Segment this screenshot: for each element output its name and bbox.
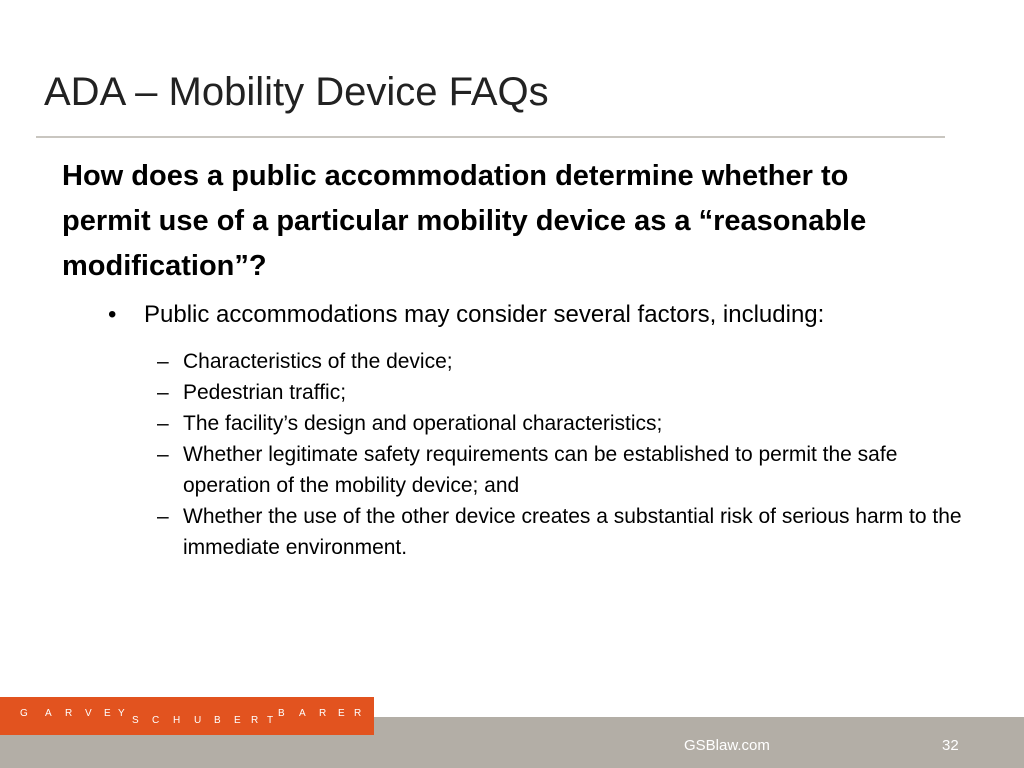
svg-text:V: V [85, 708, 92, 719]
sub-bullet-text: The facility’s design and operational characteristics; [183, 412, 663, 435]
svg-text:E: E [234, 715, 241, 726]
svg-text:T: T [267, 715, 274, 726]
svg-text:E: E [104, 708, 111, 719]
svg-text:U: U [194, 715, 202, 726]
dash-marker: – [157, 381, 169, 404]
sub-bullet-list [155, 346, 975, 563]
page-number: 32 [942, 737, 959, 754]
sub-bullet-text: Characteristics of the device; [183, 350, 453, 373]
svg-text:H: H [173, 715, 181, 726]
svg-text:R: R [251, 715, 259, 726]
svg-text:G: G [20, 708, 28, 719]
svg-text:B: B [278, 708, 285, 719]
svg-text:R: R [354, 708, 362, 719]
bullet-item [108, 300, 988, 330]
dash-marker: – [157, 412, 169, 435]
sub-bullet-text: Whether legitimate safety requirements can be established to permit the safe operation of the mobility device; and [183, 443, 898, 497]
dash-marker: – [157, 350, 169, 373]
svg-text:R: R [65, 708, 73, 719]
sub-bullet-item [155, 439, 975, 501]
title-divider [36, 136, 945, 138]
sub-bullet-text: Whether the use of the other device creates a substantial risk of serious harm to the immediate environment. [183, 505, 962, 559]
svg-text:A: A [299, 708, 306, 719]
sub-bullet-item [155, 346, 975, 377]
svg-text:A: A [45, 708, 52, 719]
bullet-marker: • [108, 301, 117, 328]
sub-bullet-item [155, 408, 975, 439]
svg-text:C: C [152, 715, 160, 726]
logo-wordmark [0, 697, 374, 735]
svg-text:R: R [319, 708, 327, 719]
sub-bullet-text: Pedestrian traffic; [183, 381, 347, 404]
dash-marker: – [157, 443, 169, 466]
question-heading: How does a public accommodation determine whether to permit use of a particular mobility device as a “reasonable modification”? [62, 160, 867, 282]
bullet-text: Public accommodations may consider several factors, including: [144, 301, 825, 328]
slide-title: ADA – Mobility Device FAQs [44, 70, 549, 114]
footer-website-url: GSBlaw.com [684, 737, 770, 754]
svg-text:E: E [338, 708, 345, 719]
svg-text:B: B [214, 715, 221, 726]
dash-marker: – [157, 505, 169, 528]
svg-text:Y: Y [118, 708, 125, 719]
sub-bullet-item [155, 501, 975, 563]
company-logo [0, 697, 374, 735]
svg-text:S: S [132, 715, 139, 726]
sub-bullet-item [155, 377, 975, 408]
